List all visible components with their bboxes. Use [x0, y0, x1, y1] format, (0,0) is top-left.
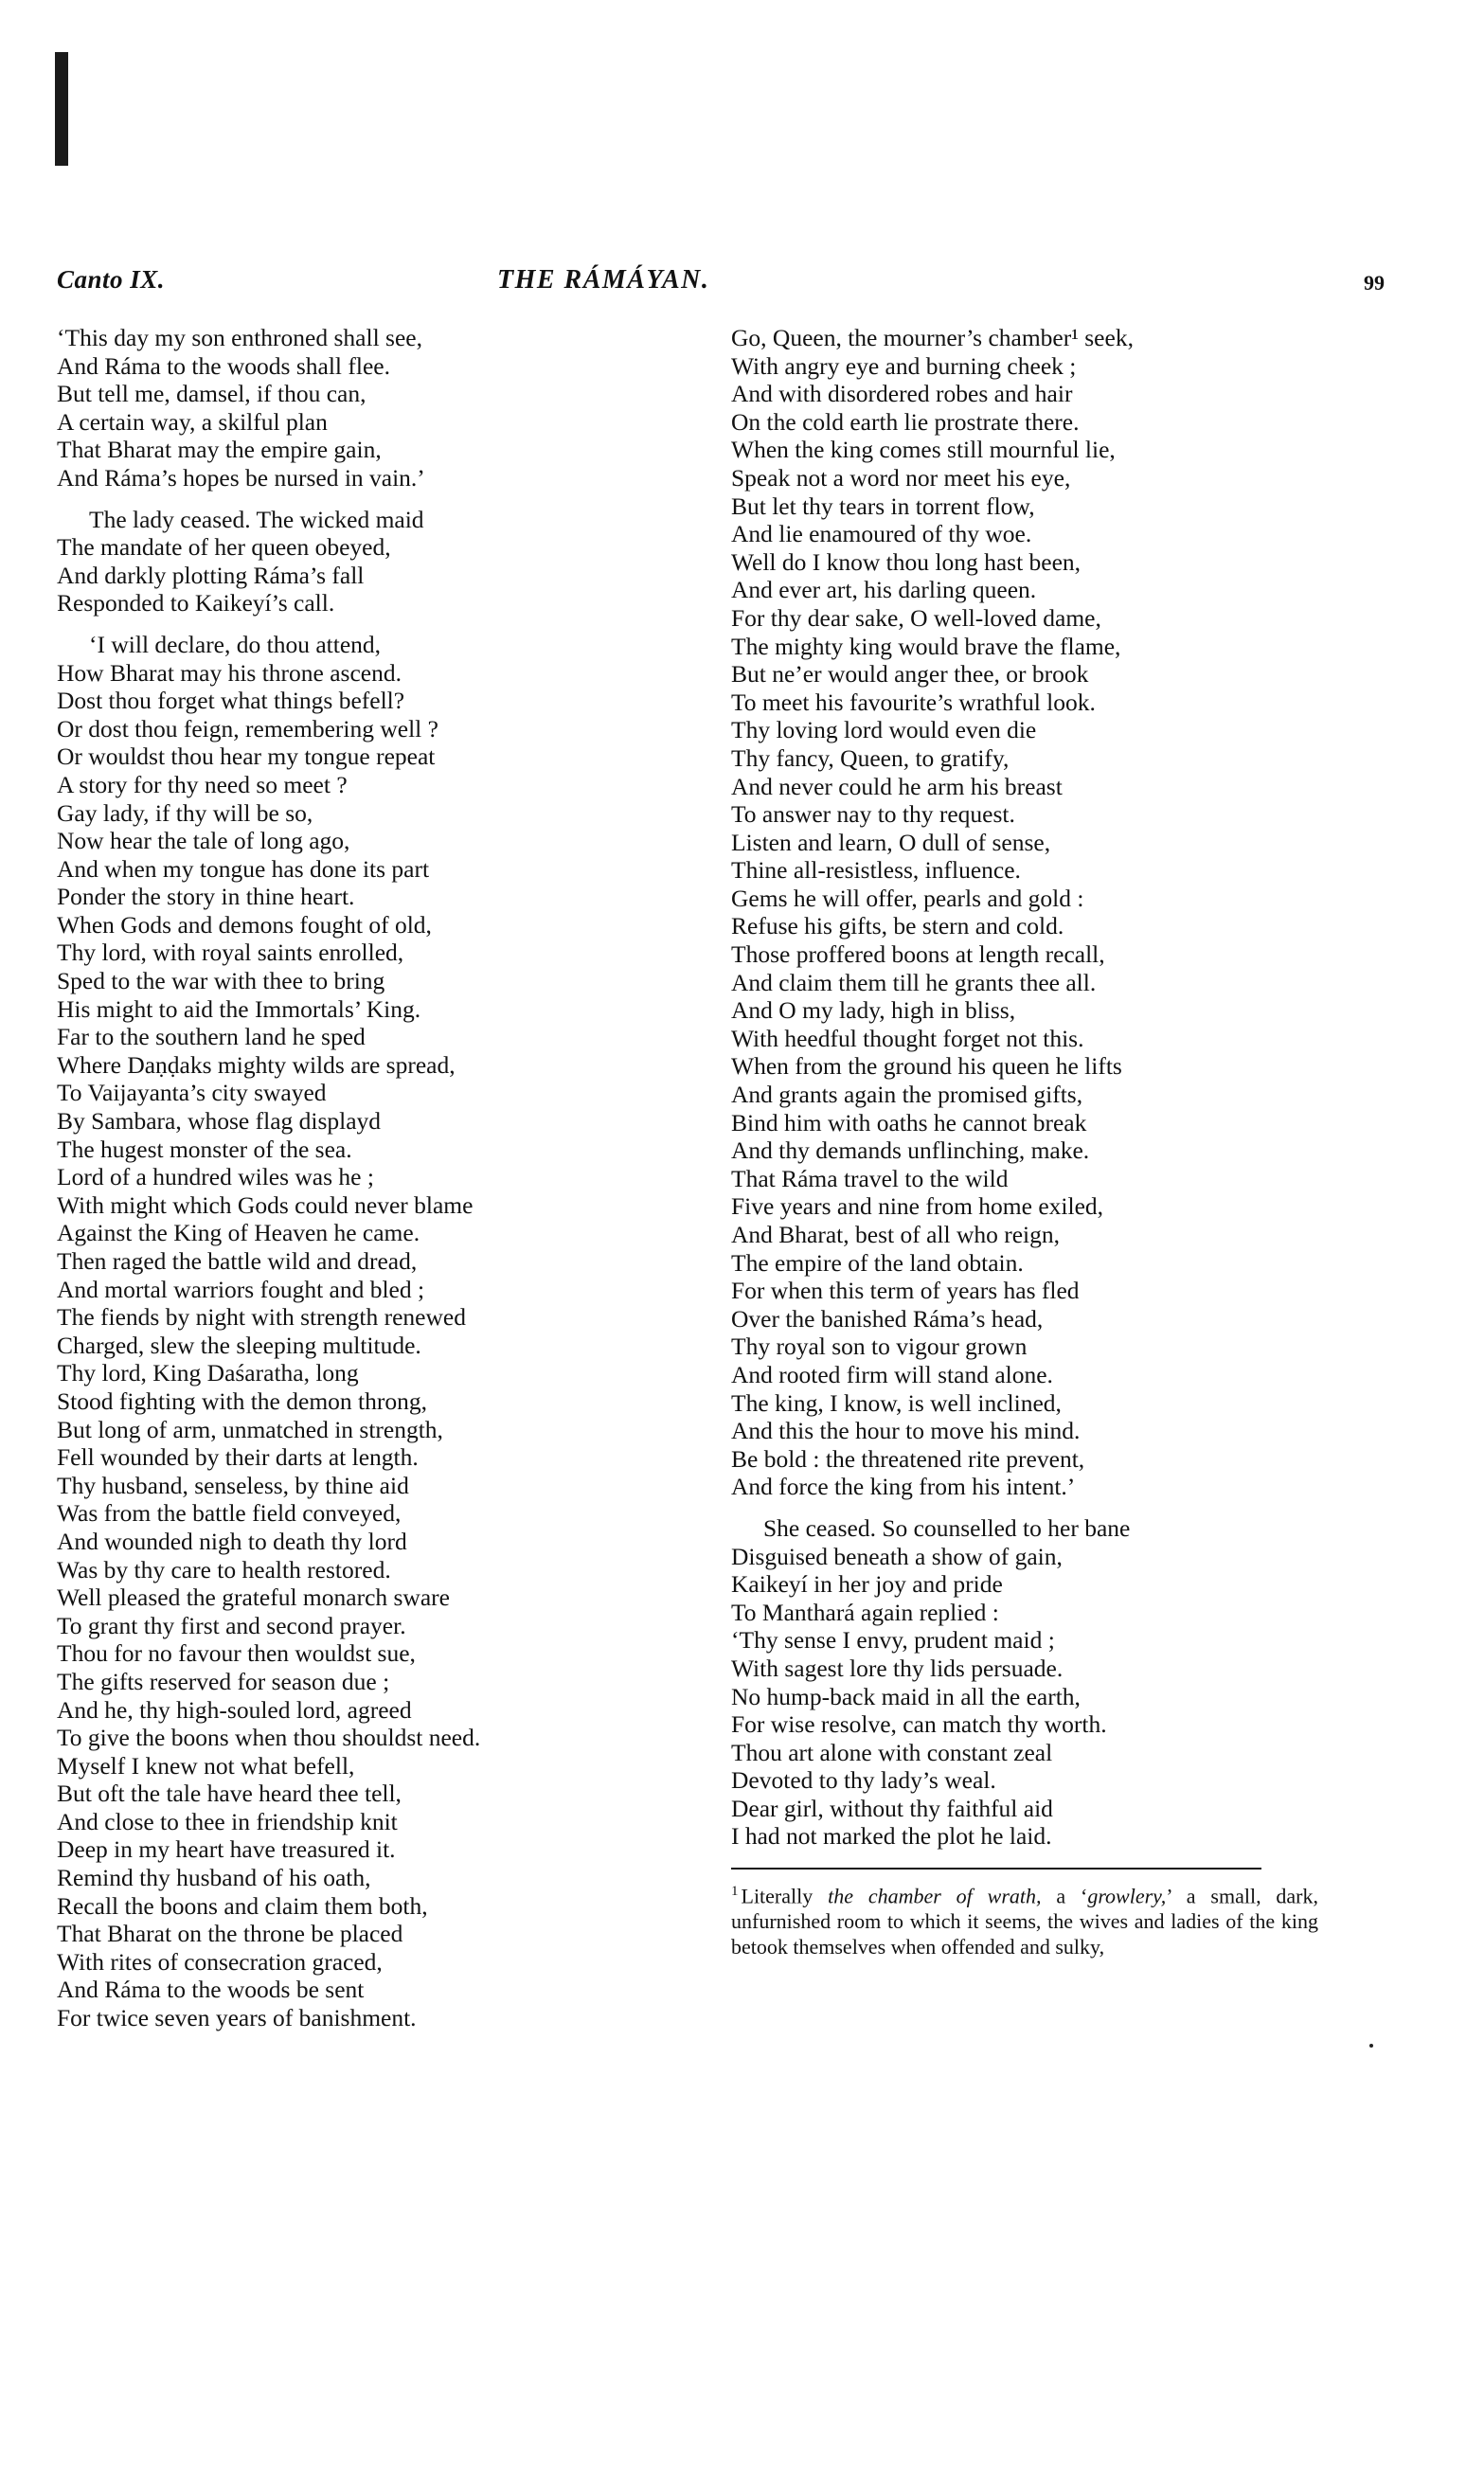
left-stanza — [57, 324, 644, 492]
right-verse-line: Be bold : the threatened rite prevent, — [731, 1444, 1085, 1473]
left-verse-line: And he, thy high-souled lord, agreed — [57, 1695, 412, 1724]
left-verse-line: Far to the southern land he sped — [57, 1023, 366, 1051]
left-stanza — [57, 631, 644, 2032]
footnote-text-1: Literally — [741, 1884, 829, 1908]
right-verse-line: But ne’er would anger thee, or brook — [731, 660, 1089, 689]
left-verse-line: Was from the battle field conveyed, — [57, 1499, 402, 1528]
right-verse-line: And this the hour to move his mind. — [731, 1417, 1081, 1445]
right-verse-line: ‘Thy sense I envy, prudent maid ; — [731, 1626, 1055, 1655]
right-verse-line: Gems he will offer, pearls and gold : — [731, 884, 1084, 912]
right-verse-line: Thy loving lord would even die — [731, 716, 1037, 744]
right-column-verse — [731, 324, 1318, 1851]
right-verse-line: And lie enamoured of thy woe. — [731, 520, 1032, 548]
left-verse-line: Remind thy husband of his oath, — [57, 1864, 371, 1892]
left-verse-line: Or dost thou feign, remembering well ? — [57, 714, 438, 743]
left-verse-line: Myself I knew not what befell, — [57, 1751, 355, 1780]
left-verse-line: And Ráma to the woods shall flee. — [57, 351, 390, 380]
left-verse-line: The mandate of her queen obeyed, — [57, 533, 391, 562]
right-verse-line: To meet his favourite’s wrathful look. — [731, 688, 1096, 716]
scan-speck — [1369, 2044, 1373, 2048]
left-column — [57, 324, 672, 2046]
right-verse-line: To Manthará again replied : — [731, 1598, 999, 1626]
left-verse-line: The fiends by night with strength renewed — [57, 1303, 466, 1332]
scan-artifact-left-edge — [55, 52, 68, 166]
left-verse-line: Was by thy care to health restored. — [57, 1555, 391, 1583]
left-verse-line: Sped to the war with thee to bring — [57, 967, 385, 995]
right-verse-line: Those proffered boons at length recall, — [731, 940, 1105, 969]
right-verse-line: Dear girl, without thy faithful aid — [731, 1794, 1053, 1822]
left-verse-line: And Ráma’s hopes be nursed in vain.’ — [57, 463, 425, 492]
left-verse-line: To give the boons when thou shouldst need. — [57, 1724, 481, 1752]
left-verse-line: But long of arm, unmatched in strength, — [57, 1415, 443, 1443]
left-verse-line: To Vaijayanta’s city swayed — [57, 1079, 327, 1107]
right-verse-line: The king, I know, is well inclined, — [731, 1388, 1062, 1417]
left-verse-line: But tell me, damsel, if thou can, — [57, 380, 367, 408]
left-verse-line: And when my tongue has done its part — [57, 854, 430, 883]
left-verse-line: Thou for no favour then wouldst sue, — [57, 1639, 416, 1668]
right-verse-line: With heedful thought forget not this. — [731, 1024, 1084, 1052]
right-verse-line: Kaikeyí in her joy and pride — [731, 1570, 1003, 1599]
left-verse-line: Ponder the story in thine heart. — [57, 883, 355, 911]
right-verse-line: Thy fancy, Queen, to gratify, — [731, 743, 1010, 772]
right-verse-line: Refuse his gifts, be stern and cold. — [731, 912, 1064, 940]
left-verse-line: Where Daṇḍaks mighty wilds are spread, — [57, 1050, 456, 1079]
right-verse-line: And O my lady, high in bliss, — [731, 996, 1016, 1025]
right-verse-line: Disguised beneath a show of gain, — [731, 1542, 1063, 1570]
right-verse-line: Listen and learn, O dull of sense, — [731, 828, 1051, 856]
column-gutter — [672, 324, 710, 2046]
left-verse-line: That Bharat may the empire gain, — [57, 436, 382, 464]
right-verse-line: She ceased. So counselled to her bane — [763, 1513, 1131, 1542]
left-verse-line: By Sambara, whose flag displayd — [57, 1107, 382, 1136]
left-verse-line: And wounded nigh to death thy lord — [57, 1527, 407, 1555]
right-verse-line: Speak not a word nor meet his eye, — [731, 463, 1071, 492]
right-verse-line: And with disordered robes and hair — [731, 380, 1073, 408]
page-number: 99 — [1364, 271, 1385, 295]
left-verse-line: And close to thee in friendship knit — [57, 1807, 398, 1835]
left-verse-line: The gifts reserved for season due ; — [57, 1667, 390, 1695]
footnote-text-2: a ‘ — [1041, 1884, 1088, 1908]
right-verse-line: And ever art, his darling queen. — [731, 576, 1037, 604]
left-verse-line: And Ráma to the woods be sent — [57, 1976, 365, 2004]
left-verse-line: A certain way, a skilful plan — [57, 407, 328, 436]
footnote-italic-1: the chamber of wrath, — [828, 1884, 1042, 1908]
right-verse-line: When from the ground his queen he lifts — [731, 1052, 1122, 1081]
left-verse-line: To grant thy first and second prayer. — [57, 1611, 406, 1639]
right-stanza — [731, 1514, 1318, 1851]
left-verse-line: But oft the tale have heard thee tell, — [57, 1780, 402, 1808]
right-verse-line: And never could he arm his breast — [731, 772, 1063, 800]
footnote — [731, 1879, 1318, 1959]
left-verse-line: Against the King of Heaven he came. — [57, 1219, 420, 1247]
page-content — [57, 265, 1402, 2046]
footnote-divider — [731, 1868, 1261, 1870]
left-verse-line: That Bharat on the throne be placed — [57, 1920, 403, 1948]
right-verse-line: Devoted to thy lady’s weal. — [731, 1766, 996, 1795]
left-verse-line: His might to aid the Immortals’ King. — [57, 994, 421, 1023]
right-verse-line: For wise resolve, can match thy worth. — [731, 1710, 1107, 1739]
right-verse-line: For thy dear sake, O well-loved dame, — [731, 603, 1101, 632]
right-verse-line: Over the banished Ráma’s head, — [731, 1304, 1044, 1333]
left-verse-line: Recall the boons and claim them both, — [57, 1891, 428, 1920]
footnote-text-3: ’ a small, dark, unfurnished room to which it seems, the wives and ladies of the king betook themselves when offended and sulky, — [731, 1884, 1319, 1959]
running-head — [57, 265, 1402, 303]
right-verse-line: And grants again the promised gifts, — [731, 1081, 1083, 1109]
right-verse-line: Five years and nine from home exiled, — [731, 1192, 1104, 1221]
left-verse-line: With might which Gods could never blame — [57, 1190, 474, 1219]
left-verse-line: How Bharat may his throne ascend. — [57, 658, 402, 687]
left-verse-line: Thy lord, King Daśaratha, long — [57, 1359, 359, 1387]
right-verse-line: That Ráma travel to the wild — [731, 1164, 1009, 1192]
right-stanza — [731, 324, 1318, 1501]
left-verse-line: ‘This day my son enthroned shall see, — [57, 324, 422, 351]
right-verse-line: With sagest lore thy lids persuade. — [731, 1654, 1064, 1682]
right-column — [710, 324, 1318, 2046]
left-verse-line: Thy lord, with royal saints enrolled, — [57, 939, 404, 967]
left-verse-line: For twice seven years of banishment. — [57, 2004, 417, 2032]
left-verse-line: Then raged the battle wild and dread, — [57, 1247, 418, 1275]
footnote-marker: 1 — [731, 1884, 739, 1900]
left-verse-line: A story for thy need so meet ? — [57, 770, 348, 798]
left-verse-line: The hugest monster of the sea. — [57, 1135, 352, 1163]
right-verse-line: Go, Queen, the mourner’s chamber¹ seek, — [731, 324, 1134, 351]
right-verse-line: Thou art alone with constant zeal — [731, 1738, 1053, 1766]
right-verse-line: Thy royal son to vigour grown — [731, 1333, 1028, 1361]
right-verse-line: And force the king from his intent.’ — [731, 1473, 1076, 1501]
right-verse-line: But let thy tears in torrent flow, — [731, 492, 1035, 520]
right-verse-line: The mighty king would brave the flame, — [731, 632, 1121, 660]
right-verse-line: No hump-back maid in all the earth, — [731, 1682, 1081, 1710]
right-verse-line: When the king comes still mournful lie, — [731, 436, 1116, 464]
left-verse-line: When Gods and demons fought of old, — [57, 910, 432, 939]
right-verse-line: Well do I know thou long hast been, — [731, 547, 1082, 576]
left-verse-line: Lord of a hundred wiles was he ; — [57, 1163, 374, 1191]
right-verse-line: With angry eye and burning cheek ; — [731, 351, 1077, 380]
book-title: THE RÁMÁYAN. — [497, 265, 710, 295]
right-verse-line: On the cold earth lie prostrate there. — [731, 407, 1080, 436]
left-verse-line: Responded to Kaikeyí’s call. — [57, 589, 335, 617]
left-verse-line: Dost thou forget what things befell? — [57, 687, 405, 715]
right-verse-line: And rooted firm will stand alone. — [731, 1360, 1053, 1388]
left-verse-line: And darkly plotting Ráma’s fall — [57, 561, 365, 589]
left-verse-line: Gay lady, if thy will be so, — [57, 798, 313, 827]
left-stanza — [57, 506, 644, 617]
right-verse-line: And thy demands unflinching, make. — [731, 1136, 1090, 1165]
left-verse-line: Now hear the tale of long ago, — [57, 827, 350, 855]
left-verse-line: Well pleased the grateful monarch sware — [57, 1583, 450, 1612]
left-verse-line: Thy husband, senseless, by thine aid — [57, 1471, 409, 1499]
right-verse-line: I had not marked the plot he laid. — [731, 1822, 1052, 1851]
left-verse-line: Fell wounded by their darts at length. — [57, 1443, 419, 1472]
left-verse-line: With rites of consecration graced, — [57, 1947, 383, 1976]
right-verse-line: To answer nay to thy request. — [731, 800, 1015, 829]
footnote-italic-2: growlery, — [1087, 1884, 1167, 1908]
left-verse-line: Deep in my heart have treasured it. — [57, 1835, 396, 1864]
left-verse-line: And mortal warriors fought and bled ; — [57, 1275, 425, 1303]
right-verse-line: For when this term of years has fled — [731, 1277, 1080, 1305]
left-verse-line: Or wouldst thou hear my tongue repeat — [57, 743, 436, 771]
right-verse-line: And claim them till he grants thee all. — [731, 968, 1097, 996]
left-verse-line: Stood fighting with the demon throng, — [57, 1387, 427, 1415]
two-column-body — [57, 324, 1402, 2046]
left-verse-line: The lady ceased. The wicked maid — [89, 505, 424, 533]
right-verse-line: Thine all-resistless, influence. — [731, 856, 1021, 885]
canto-label: Canto IX. — [57, 265, 166, 294]
left-verse-line: Charged, slew the sleeping multitude. — [57, 1331, 421, 1359]
right-verse-line: And Bharat, best of all who reign, — [731, 1221, 1061, 1248]
left-verse-line: ‘I will declare, do thou attend, — [89, 630, 382, 658]
right-verse-line: The empire of the land obtain. — [731, 1248, 1024, 1277]
right-verse-line: Bind him with oaths he cannot break — [731, 1108, 1087, 1136]
